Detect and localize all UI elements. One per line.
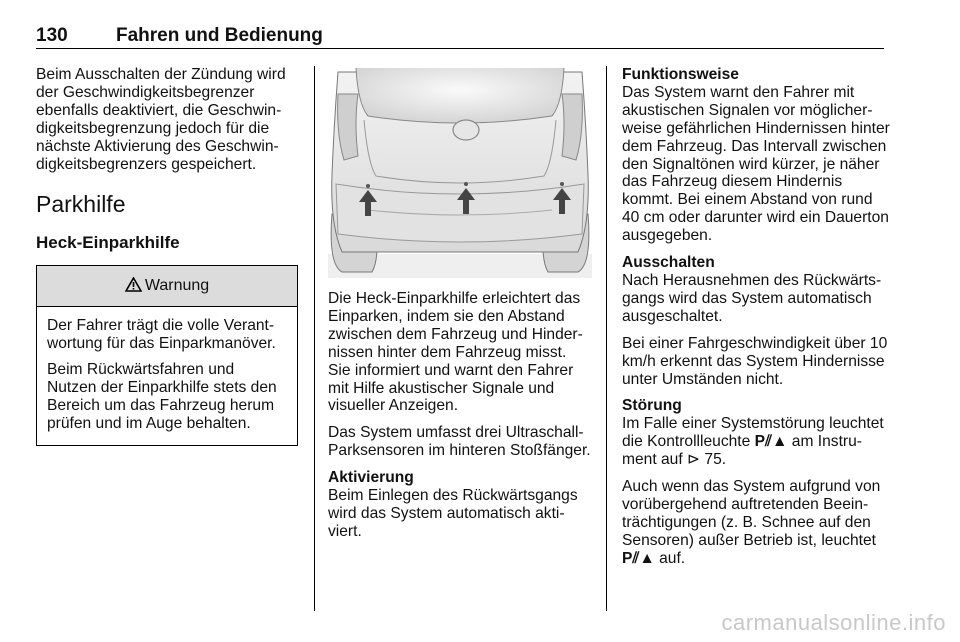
subsection-heading: Heck-Einparkhilfe — [36, 233, 180, 253]
parking-assist-warning-icon: P⫽▲ — [754, 433, 788, 451]
page-number: 130 — [36, 25, 68, 46]
column-divider-1 — [314, 66, 315, 611]
warning-box — [36, 265, 298, 445]
function-text: Das System warnt den Fahrer mit akustischen Signalen vor möglicherweise gefährlichen Hindernissen hinter dem Fahrzeug. Das Intervall zwischen den Signaltönen wird kürzer, je näher das Fahrzeug diesem Hindernis kommt. Bei einem Abstand von rund 40 cm oder darunter wird ein Dauerton ausgegeben. — [622, 83, 890, 245]
rear-bumper-sensors-illustration — [328, 64, 592, 278]
sensors-paragraph: Das System umfasst drei Ultraschall-Parksensoren im hinteren Stoßfänger. — [328, 424, 591, 460]
fault-text2-a: Auch wenn das System aufgrund von vorübergehend auftretenden Beeinträchtigungen (z. B. Schnee auf den Sensoren) außer Betrieb ist, leuchtet — [622, 478, 881, 549]
warning-paragraph-2: Beim Rückwärtsfahren und Nutzen der Einparkhilfe stets den Bereich um das Fahrzeug herum prüfen und im Auge behalten. — [47, 361, 277, 432]
speed-note: Bei einer Fahrgeschwindigkeit über 10 km/h erkennt das System Hindernisse unter Umständen nicht. — [622, 334, 888, 388]
fault-paragraph-2 — [622, 478, 890, 568]
page-reference-arrow-icon: ⊳ — [687, 451, 701, 469]
intro-paragraph: Beim Ausschalten der Zündung wird der Geschwindigkeitsbegrenzer ebenfalls deaktiviert, die Geschwindigkeitsbegrenzung jedoch für die nächste Aktivierung des Geschwindigkeitsbegrenzers gespeichert. — [36, 66, 286, 173]
chapter-title: Fahren und Bedienung — [116, 25, 323, 46]
column-left — [36, 66, 298, 446]
fault-title: Störung — [622, 397, 682, 415]
column-right — [622, 66, 890, 577]
warning-header — [37, 266, 297, 307]
page-header — [36, 26, 884, 49]
description-paragraph: Die Heck-Einparkhilfe erleichtert das Einparken, indem sie den Abstand zwischen dem Fahrzeug und Hindernissen hinter dem Fahrzeug misst. Sie informiert und warnt den Fahrer mit Hilfe akustischer Signale und visueller Anzeigen. — [328, 290, 583, 415]
activation-section — [328, 469, 592, 541]
warning-body — [37, 307, 297, 444]
column-middle — [328, 290, 592, 550]
warning-triangle-icon — [125, 277, 142, 292]
function-section — [622, 66, 890, 245]
watermark: carmanualsonline.info — [721, 610, 946, 635]
function-title: Funktionsweise — [622, 66, 739, 83]
section-heading: Parkhilfe — [36, 191, 126, 218]
fault-text2-b: auf. — [654, 549, 686, 567]
car-rear-illustration — [328, 64, 592, 278]
off-text: Nach Herausnehmen des Rückwärtsgangs wird das System automatisch ausgeschaltet. — [622, 271, 882, 325]
page-reference-link[interactable]: 75. — [700, 451, 727, 469]
column-divider-2 — [606, 66, 607, 611]
off-section — [622, 254, 890, 326]
fault-text-b: am Instrument auf — [622, 433, 862, 469]
activation-text: Beim Einlegen des Rückwärtsgangs wird das System automatisch aktiviert. — [328, 487, 578, 540]
warning-title: Warnung — [144, 277, 210, 295]
parking-assist-warning-icon-2: P⫽▲ — [622, 549, 655, 567]
fault-text-a: Im Falle einer Systemstörung leuchtet die Kontrollleuchte — [622, 415, 884, 451]
off-title: Ausschalten — [622, 254, 715, 272]
fault-section — [622, 397, 890, 469]
warning-paragraph-1: Der Fahrer trägt die volle Verantwortung für das Einparkmanöver. — [47, 317, 276, 353]
activation-title: Aktivierung — [328, 469, 414, 487]
